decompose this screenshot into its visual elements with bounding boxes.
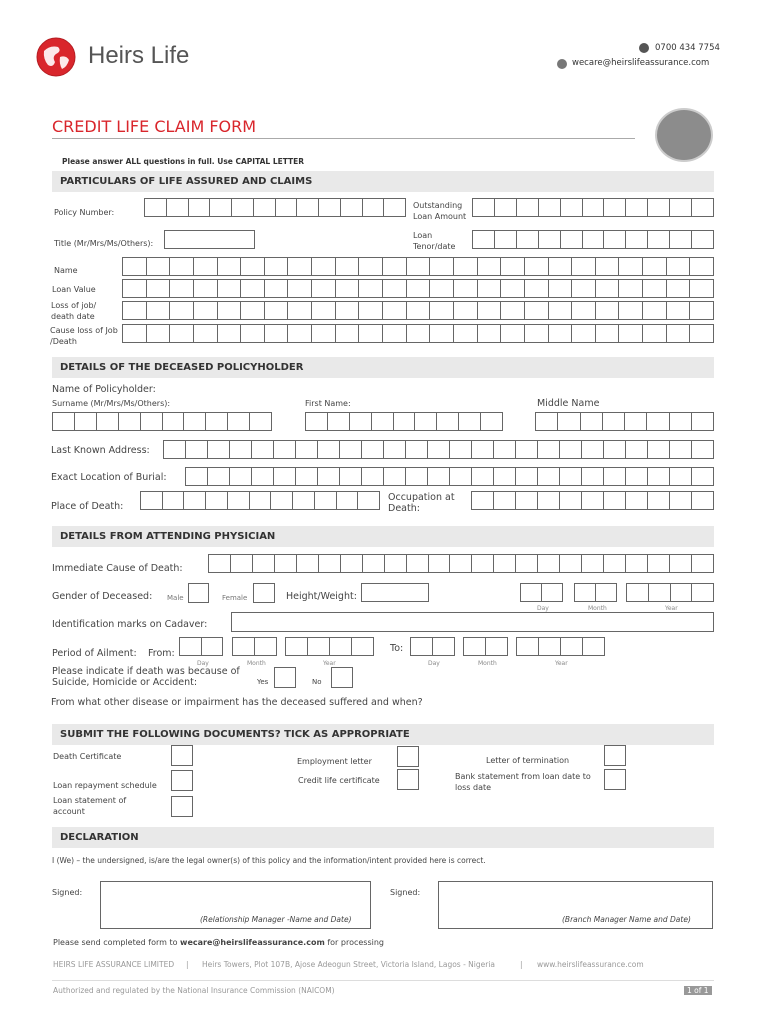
suicide-question: Please indicate if death was because of Suicide, Homicide or Accident: [52, 666, 240, 688]
dob-month-input[interactable] [574, 583, 617, 602]
cause-label: Cause loss of Job /Death [50, 326, 118, 346]
to-year-input[interactable] [516, 637, 605, 656]
loan-statement-checkbox[interactable] [171, 796, 193, 817]
letter-of-termination-checkbox[interactable] [604, 745, 626, 766]
gender-label: Gender of Deceased: [52, 591, 153, 602]
title-input[interactable] [164, 230, 255, 249]
no-checkbox[interactable] [331, 667, 353, 688]
loan-value-input[interactable] [122, 279, 714, 298]
first-name-label: First Name: [305, 399, 351, 408]
name-label: Name [54, 266, 78, 275]
employment-letter-checkbox[interactable] [397, 746, 419, 767]
footer-regulator: Authorized and regulated by the National Insurance Commission (NAICOM) [53, 986, 335, 995]
address-input[interactable] [163, 440, 714, 459]
loan-tenor-label: Loan Tenor/date [413, 231, 456, 251]
address-label: Last Known Address: [51, 445, 150, 456]
from-month-caption: Month [247, 660, 266, 667]
section3-band [52, 526, 714, 547]
loan-statement-label: Loan statement of account [53, 796, 127, 816]
death-certificate-label: Death Certificate [53, 752, 122, 761]
middle-name-label: Middle Name [537, 398, 600, 409]
form-instruction: Please answer ALL questions in full. Use CAPITAL LETTER [62, 157, 305, 166]
policy-number-label: Policy Number: [54, 208, 115, 217]
to-day-caption: Day [428, 660, 440, 667]
credit-life-certificate-checkbox[interactable] [397, 769, 419, 790]
loan-repayment-label: Loan repayment schedule [53, 781, 157, 790]
loss-of-job-label: Loss of job/ death date [51, 301, 97, 321]
from-year-input[interactable] [285, 637, 374, 656]
first-name-input[interactable] [305, 412, 503, 431]
yes-checkbox[interactable] [274, 667, 296, 688]
cause-of-death-label: Immediate Cause of Death: [52, 563, 183, 574]
credit-life-certificate-label: Credit life certificate [298, 776, 380, 785]
footer-divider-1: | [186, 960, 189, 969]
cause-input[interactable] [122, 324, 714, 343]
footer-rule [52, 980, 714, 981]
footer-company: HEIRS LIFE ASSURANCE LIMITED [53, 960, 175, 969]
bank-statement-checkbox[interactable] [604, 769, 626, 790]
no-label: No [312, 678, 322, 686]
loan-tenor-input[interactable] [472, 230, 714, 249]
section1-band [52, 171, 714, 192]
footer-website[interactable]: www.heirslifeassurance.com [537, 960, 644, 969]
from-year-caption: Year [323, 660, 336, 667]
outstanding-input[interactable] [472, 198, 714, 217]
email-icon [557, 59, 567, 69]
footer-address: Heirs Towers, Plot 107B, Ajose Adeogun Street, Victoria Island, Lagos - Nigeria [202, 960, 496, 969]
send-prefix: Please send completed form to [53, 938, 178, 947]
relationship-manager-caption: (Relationship Manager -Name and Date) [200, 915, 352, 924]
identification-input[interactable] [231, 612, 714, 632]
other-disease-question: From what other disease or impairment has the deceased suffered and when? [51, 697, 423, 708]
policy-number-input[interactable] [144, 198, 406, 217]
signed-label-right: Signed: [390, 888, 421, 897]
to-month-caption: Month [478, 660, 497, 667]
footer-divider-2: | [520, 960, 523, 969]
occupation-input[interactable] [471, 491, 714, 510]
from-month-input[interactable] [232, 637, 277, 656]
loan-value-label: Loan Value [52, 285, 96, 294]
male-label: Male [167, 594, 184, 602]
photo-placeholder[interactable] [655, 108, 713, 162]
heirs-logo-icon [36, 37, 76, 77]
female-label: Female [222, 594, 248, 602]
loss-of-job-input[interactable] [122, 301, 714, 320]
to-label: To: [390, 643, 404, 654]
to-day-input[interactable] [410, 637, 455, 656]
surname-input[interactable] [52, 412, 272, 431]
dob-day-caption: Day [537, 605, 549, 612]
name-input[interactable] [122, 257, 714, 276]
form-title: CREDIT LIFE CLAIM FORM [52, 117, 257, 136]
dob-day-input[interactable] [520, 583, 563, 602]
burial-label: Exact Location of Burial: [51, 472, 167, 483]
page-number: 1 of 1 [684, 986, 712, 995]
surname-label: Surname (Mr/Mrs/Ms/Others): [52, 399, 171, 408]
male-checkbox[interactable] [188, 583, 209, 603]
cause-of-death-input[interactable] [208, 554, 714, 573]
height-weight-input[interactable] [361, 583, 429, 602]
from-day-caption: Day [197, 660, 209, 667]
to-month-input[interactable] [463, 637, 508, 656]
declaration-text: I (We) – the undersigned, is/are the legal owner(s) of this policy and the information/intent provided here is correct. [52, 856, 486, 865]
dob-year-input[interactable] [626, 583, 714, 602]
branch-manager-caption: (Branch Manager Name and Date) [562, 915, 691, 924]
header-phone: 0700 434 7754 [655, 43, 720, 53]
loan-repayment-checkbox[interactable] [171, 770, 193, 791]
place-of-death-label: Place of Death: [51, 501, 124, 512]
section1-heading: PARTICULARS OF LIFE ASSURED AND CLAIMS [60, 176, 313, 187]
section5-heading: DECLARATION [60, 832, 139, 843]
dob-year-caption: Year [665, 605, 678, 612]
send-email-link[interactable]: wecare@heirslifeassurance.com [180, 938, 325, 947]
send-suffix: for processing [327, 938, 384, 947]
period-label: Period of Ailment: [52, 648, 137, 659]
section4-band [52, 724, 714, 745]
occupation-label: Occupation at Death: [388, 492, 455, 514]
signed-label-left: Signed: [52, 888, 83, 897]
section5-band [52, 827, 714, 848]
title-underline [52, 138, 635, 139]
identification-label: Identification marks on Cadaver: [52, 619, 208, 630]
burial-input[interactable] [185, 467, 714, 486]
section3-heading: DETAILS FROM ATTENDING PHYSICIAN [60, 531, 276, 542]
female-checkbox[interactable] [253, 583, 275, 603]
to-year-caption: Year [555, 660, 568, 667]
death-certificate-checkbox[interactable] [171, 745, 193, 766]
outstanding-label: Outstanding Loan Amount [413, 201, 467, 221]
section2-heading: DETAILS OF THE DECEASED POLICYHOLDER [60, 362, 304, 373]
brand-name: Heirs Life [88, 42, 190, 69]
header-email[interactable]: wecare@heirslifeassurance.com [572, 58, 710, 68]
from-day-input[interactable] [179, 637, 223, 656]
section2-band [52, 357, 714, 378]
policyholder-label: Name of Policyholder: [52, 384, 156, 395]
dob-month-caption: Month [588, 605, 607, 612]
from-label: From: [148, 648, 175, 659]
phone-icon [639, 43, 649, 53]
bank-statement-label: Bank statement from loan date to loss date [455, 772, 591, 792]
yes-label: Yes [257, 678, 269, 686]
letter-of-termination-label: Letter of termination [486, 756, 570, 765]
send-instruction [53, 937, 384, 948]
height-weight-label: Height/Weight: [286, 591, 357, 602]
section4-heading: SUBMIT THE FOLLOWING DOCUMENTS? TICK AS APPROPRIATE [60, 729, 410, 740]
place-of-death-input[interactable] [140, 491, 380, 510]
employment-letter-label: Employment letter [297, 757, 372, 766]
title-label: Title (Mr/Mrs/Ms/Others): [54, 239, 154, 248]
middle-name-input[interactable] [535, 412, 714, 431]
